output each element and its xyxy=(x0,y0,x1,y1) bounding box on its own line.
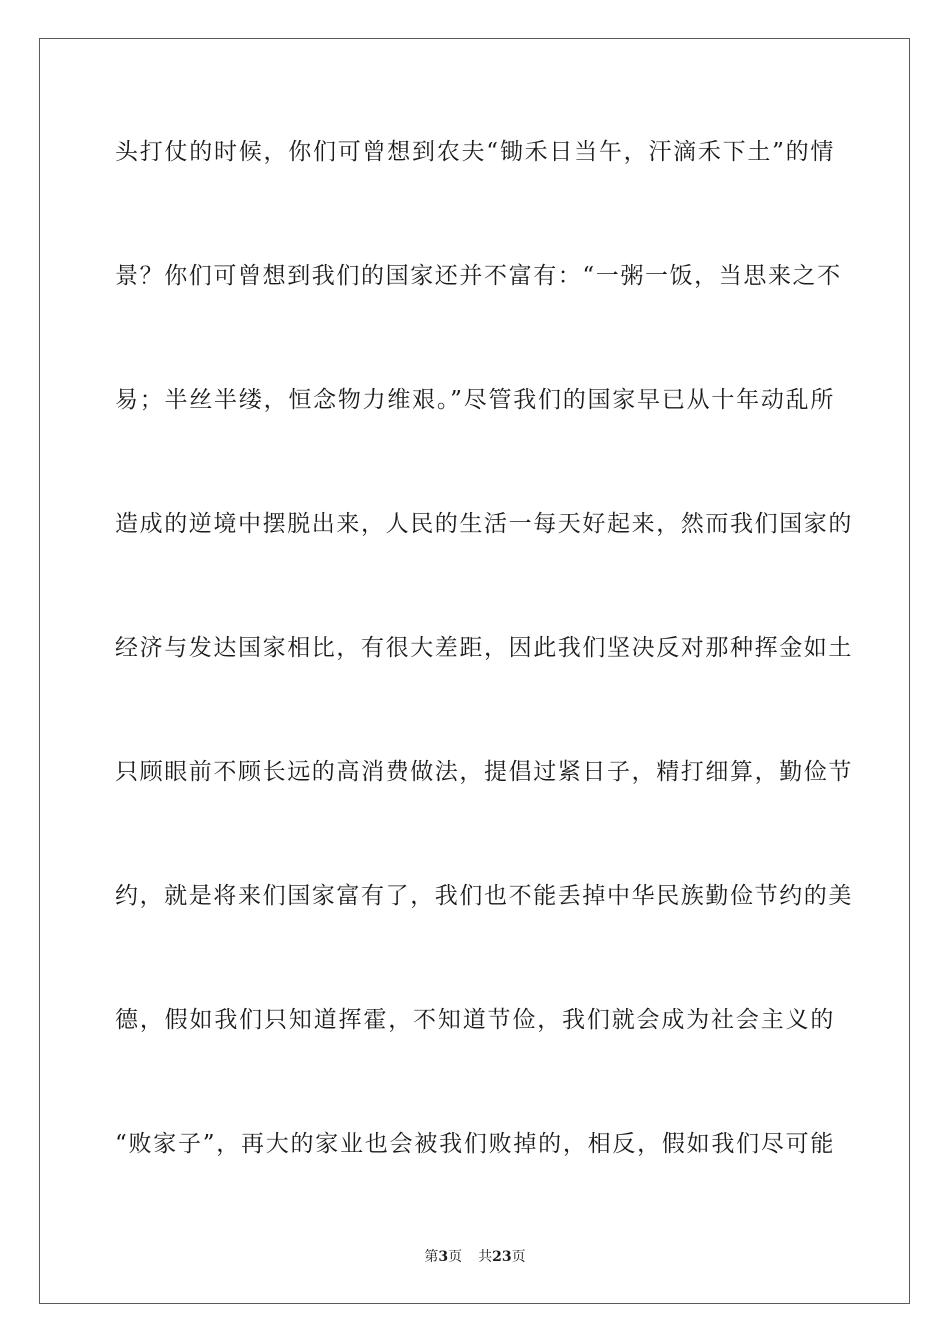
text-line: 经济与发达国家相比，有很大差距，因此我们坚决反对那种挥金如土 xyxy=(115,635,853,661)
page-prefix: 第 xyxy=(424,1249,439,1265)
text-line: 景？你们可曾想到我们的国家还并不富有：“一粥一饭，当思来之不 xyxy=(115,263,842,289)
text-line: “败家子”，再大的家业也会被我们败掉的，相反，假如我们尽可能 xyxy=(115,1131,835,1157)
text-line: 易；半丝半缕，恒念物力维艰。”尽管我们的国家早已从十年动乱所 xyxy=(115,387,835,413)
document-body xyxy=(115,120,853,1236)
text-line: 德，假如我们只知道挥霍，不知道节俭，我们就会成为社会主义的 xyxy=(115,1007,835,1033)
text-line: 头打仗的时候，你们可曾想到农夫“锄禾日当午，汗滴禾下土”的情 xyxy=(115,139,835,165)
total-pages: 23 xyxy=(492,1249,512,1265)
page-suffix: 页 xyxy=(448,1249,463,1265)
total-suffix: 页 xyxy=(511,1249,526,1265)
total-prefix: 共 xyxy=(478,1249,493,1265)
page-footer xyxy=(0,1246,950,1266)
text-line: 只顾眼前不顾长远的高消费做法，提倡过紧日子，精打细算，勤俭节 xyxy=(115,759,853,785)
text-line: 造成的逆境中摆脱出来，人民的生活一每天好起来，然而我们国家的 xyxy=(115,511,853,537)
text-line: 约，就是将来们国家富有了，我们也不能丢掉中华民族勤俭节约的美 xyxy=(115,883,853,909)
page-number: 3 xyxy=(438,1249,449,1265)
